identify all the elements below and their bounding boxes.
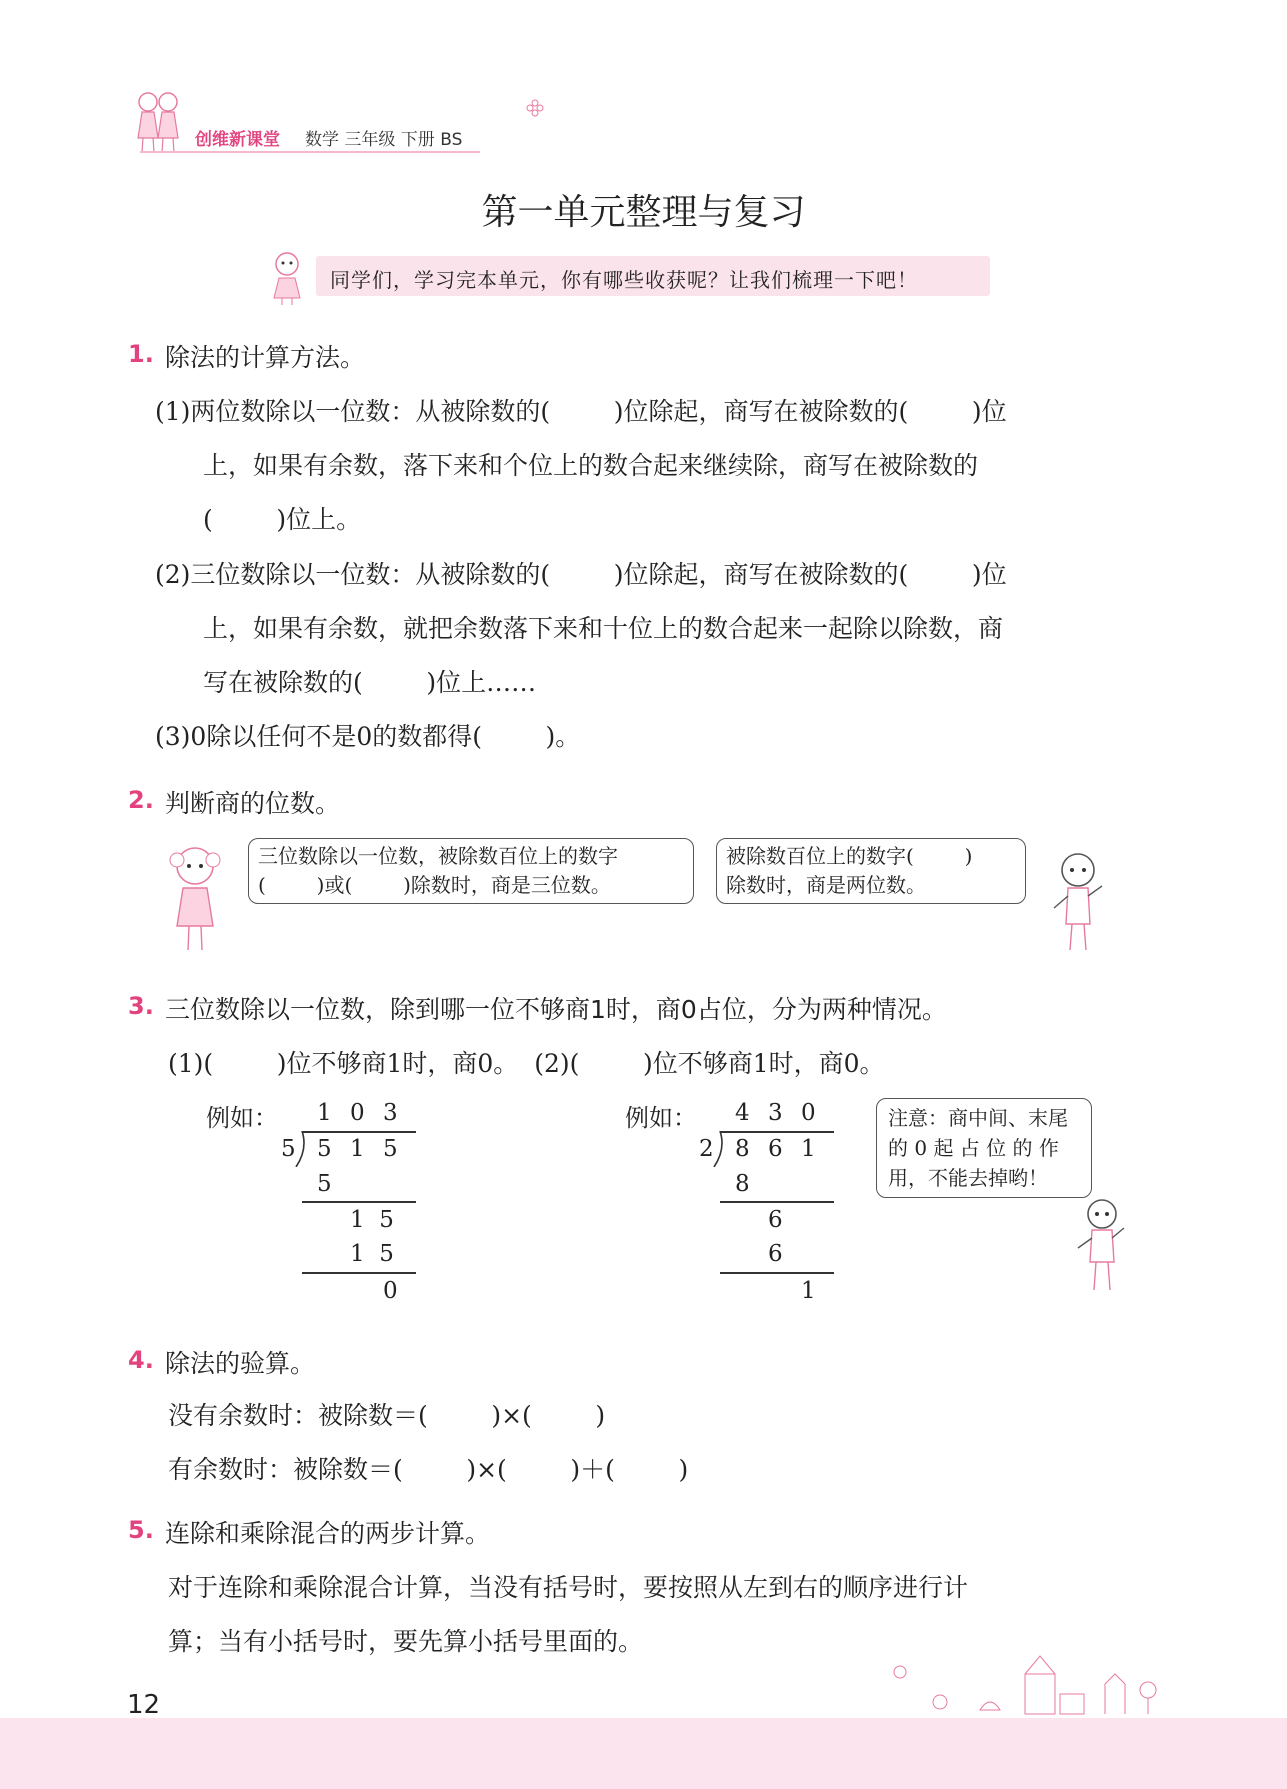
- speech-bubble-left-line-2: ( )或( )除数时，商是三位数。: [258, 873, 611, 897]
- example-2-quotient-digit: 3: [768, 1100, 783, 1126]
- example-1-dividend-digit: 5: [383, 1136, 398, 1162]
- example-1-quotient-digit: 3: [383, 1100, 398, 1126]
- header-brand: 创维新课堂: [195, 130, 280, 150]
- example-2-step-rule: [720, 1272, 834, 1274]
- flower-icon: [525, 98, 545, 118]
- example-1-step: 1 5: [350, 1207, 394, 1233]
- example-1-remainder: 0: [383, 1278, 398, 1304]
- example-1-step-rule: [302, 1201, 416, 1203]
- note-line-1: 注意：商中间、末尾: [888, 1106, 1068, 1130]
- example-1-quotient-digit: 0: [350, 1100, 365, 1126]
- example-2-step-rule: [720, 1201, 834, 1203]
- division-bracket-icon: [712, 1131, 724, 1167]
- example-1-step: 5: [317, 1171, 332, 1197]
- header-subject: 数学 三年级 下册 BS: [305, 130, 463, 150]
- section-2-number: 2.: [128, 786, 154, 814]
- example-2-step: 6: [768, 1241, 783, 1267]
- example-2-step: 6: [768, 1207, 783, 1233]
- note-line-2: 的 0 起 占 位 的 作: [888, 1136, 1059, 1160]
- example-2-step: 8: [735, 1171, 750, 1197]
- example-1-divisor: 5: [281, 1136, 296, 1162]
- castle-decoration-icon: [880, 1650, 1170, 1720]
- section-1-line-2: 上，如果有余数，落下来和个位上的数合起来继续除，商写在被除数的: [203, 451, 979, 480]
- speech-bubble-right-line-2: 除数时，商是两位数。: [726, 873, 926, 897]
- example-2-quotient-digit: 4: [735, 1100, 750, 1126]
- girl-mascot-icon: [264, 250, 310, 306]
- section-2-title: 判断商的位数。: [165, 789, 341, 818]
- section-5-number: 5.: [128, 1516, 154, 1544]
- example-1-dividend-digit: 1: [350, 1136, 365, 1162]
- speech-bubble-left-line-1: 三位数除以一位数，被除数百位上的数字: [258, 844, 618, 868]
- boy-illustration: [1070, 1196, 1130, 1296]
- boy-illustration: [1048, 846, 1108, 956]
- section-3-title: 三位数除以一位数，除到哪一位不够商1时，商0占位，分为两种情况。: [165, 995, 947, 1024]
- division-bracket-icon: [294, 1131, 306, 1167]
- example-1-quotient-digit: 1: [317, 1100, 332, 1126]
- section-4-line-1: 没有余数时：被除数＝( )×( ): [168, 1401, 606, 1430]
- section-3-number: 3.: [128, 992, 154, 1020]
- example-1-step: 1 5: [350, 1241, 394, 1267]
- example-1-dividend-digit: 5: [317, 1136, 332, 1162]
- example-1-label: 例如：: [206, 1104, 278, 1132]
- example-2-dividend-digit: 6: [768, 1136, 783, 1162]
- section-3-cases: (1)( )位不够商1时，商0。 (2)( )位不够商1时，商0。: [168, 1049, 885, 1078]
- section-1-line-1: (1)两位数除以一位数：从被除数的( )位除起，商写在被除数的( )位: [155, 397, 1007, 426]
- speech-bubble-right-line-1: 被除数百位上的数字( ): [726, 844, 973, 868]
- example-2-label: 例如：: [625, 1104, 697, 1132]
- example-2-divisor: 2: [699, 1136, 714, 1162]
- section-1-line-3: ( )位上。: [203, 505, 362, 534]
- section-1-line-4: (2)三位数除以一位数：从被除数的( )位除起，商写在被除数的( )位: [155, 560, 1007, 589]
- page-title: 第一单元整理与复习: [481, 192, 806, 233]
- note-line-3: 用，不能去掉哟！: [888, 1166, 1048, 1190]
- section-1-line-5: 上，如果有余数，就把余数落下来和十位上的数合起来一起除以除数，商: [203, 614, 1004, 643]
- section-5-title: 连除和乘除混合的两步计算。: [165, 1519, 491, 1548]
- section-4-line-2: 有余数时：被除数＝( )×( )＋( ): [168, 1455, 689, 1484]
- example-1-division-bar: [302, 1131, 416, 1133]
- intro-text: 同学们，学习完本单元，你有哪些收获呢？让我们梳理一下吧！: [330, 268, 918, 292]
- example-1-step-rule: [302, 1272, 416, 1274]
- example-2-division-bar: [720, 1131, 834, 1133]
- example-2-quotient-digit: 0: [801, 1100, 816, 1126]
- section-1-number: 1.: [128, 340, 154, 368]
- section-4-title: 除法的验算。: [165, 1349, 316, 1378]
- girl-illustration: [165, 838, 225, 958]
- footer-band: [0, 1718, 1287, 1789]
- section-1-title: 除法的计算方法。: [165, 343, 366, 372]
- example-2-dividend-digit: 1: [801, 1136, 816, 1162]
- section-1-line-6: 写在被除数的( )位上……: [203, 668, 537, 697]
- section-1-line-7: (3)0除以任何不是0的数都得( )。: [155, 722, 581, 751]
- section-5-line-1: 对于连除和乘除混合计算，当没有括号时，要按照从左到右的顺序进行计: [168, 1573, 969, 1602]
- example-2-remainder: 1: [801, 1278, 816, 1304]
- header-divider: [140, 151, 480, 153]
- section-5-line-2: 算；当有小括号时，要先算小括号里面的。: [168, 1627, 644, 1656]
- example-2-dividend-digit: 8: [735, 1136, 750, 1162]
- header-girls-illustration: [128, 88, 188, 154]
- page-number: 12: [127, 1690, 161, 1720]
- section-4-number: 4.: [128, 1346, 154, 1374]
